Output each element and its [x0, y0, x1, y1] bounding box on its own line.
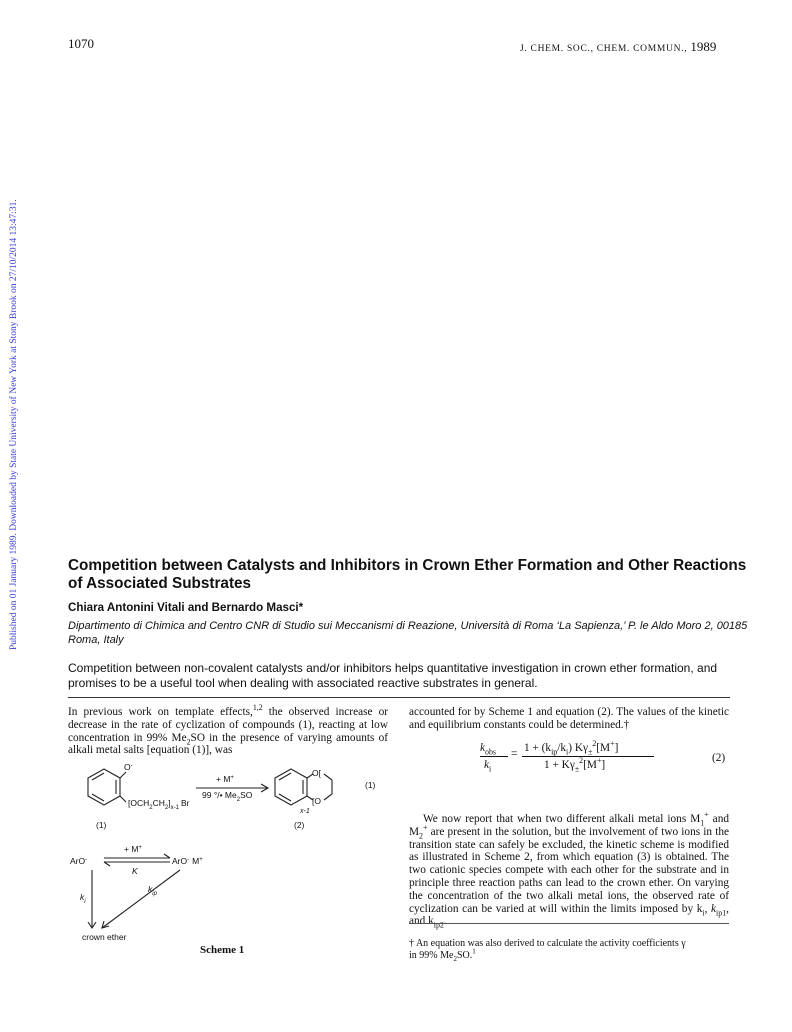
- footnote-text: † An equation was also derived to calculate the activity coefficients γ: [409, 938, 686, 949]
- eq-sub: i: [489, 764, 492, 774]
- journal-year: 1989: [690, 39, 717, 54]
- footnote-text: SO.: [456, 950, 473, 961]
- right-column-paragraph-1: accounted for by Scheme 1 and equation (2). The values of the kinetic and equilibrium constants could be determined.†: [409, 706, 729, 731]
- article-abstract: Competition between non-covalent catalysts and/or inhibitors helps quantitative investigation in crown ether formation, and promises to be a useful tool when dealing with associated reactive substrates in general.: [68, 661, 718, 690]
- eq-k: k: [480, 742, 486, 754]
- reference-superscript[interactable]: 1,2: [252, 703, 263, 713]
- text-run: SO in the presence of varying amounts of alkali metal salts [equation (1)], was: [68, 731, 388, 757]
- svg-text:(1): (1): [365, 780, 376, 790]
- svg-text:ArO-M+: ArO- M+: [172, 856, 203, 866]
- download-watermark: [9, 140, 19, 650]
- footnote: † An equation was also derived to calculate the activity coefficients γ in 99% $Me_2SO.^1$: [409, 938, 686, 963]
- article-affiliation: Dipartimento di Chimica and Centro CNR di Studio sui Meccanismi di Reazione, Università di Roma ‘La Sapienza,’ P. le Aldo Moro 2, 00185 Roma, Italy: [68, 620, 748, 646]
- abstract-divider: [68, 697, 730, 698]
- download-watermark-text[interactable]: Published on 01 January 1989. Downloaded by State University of New York at Stony Brook on 27/10/2014 13:47:31.: [9, 199, 19, 650]
- svg-text:ki: $k_i$: [80, 892, 86, 905]
- equation-number: (2): [712, 752, 726, 764]
- eq-k: k: [484, 759, 490, 771]
- svg-text:+ M+: + M+: [124, 844, 142, 854]
- eq-part: ) Kγ: [568, 742, 588, 754]
- svg-text:ArO-: ArO-: [70, 856, 88, 866]
- eq-part: 1 + Kγ: [544, 759, 575, 771]
- svg-text:kip: $k_{ip}$: [148, 884, 157, 897]
- svg-text:[OCH2CH2]x-1Br: $[OCH_2CH_2]_{x-1}$ Br: [128, 798, 190, 811]
- reference-superscript[interactable]: 1: [472, 947, 476, 956]
- svg-text:(1): (1): [96, 820, 107, 830]
- svg-text:O[: O[: [312, 768, 321, 778]
- scheme-label: Scheme 1: [200, 944, 245, 956]
- equation-2: $k_{obs}$ $k_i$ = $1 + (k_{ip}/k_i)$ $K\gamma_\pm^2[M^+]$ $1 + K\gamma_\pm^2[M^+]$: [480, 742, 680, 776]
- eq-part: ]: [601, 759, 606, 771]
- svg-text:99 °/• Me2SO: 99 °/• $Me_2SO$: [202, 790, 253, 803]
- eq-part: [M: [583, 759, 597, 771]
- eq-equals: =: [511, 748, 518, 760]
- page-number: 1070: [68, 36, 94, 51]
- text-run: the observed increase or decrease in the rate of cyclization of compounds (1), reacting at low concentration in 99% Me: [68, 706, 388, 744]
- text-run: are present in the solution, but the involvement of two ions in the transition state can safely be excluded, the kinetic scheme is modified as illustrated in Scheme 2, from which equation (3) is obtained. The two cationic species compete with each other for the substrate and in principle three reaction paths can lead to the crown ether. On varying the concentration of the two alkali metal ions, the observed rate of cyclization can be varied at will within the limits imposed by k: [409, 825, 729, 915]
- svg-text:[O: [O: [312, 796, 321, 806]
- text-run: and M: [409, 813, 729, 838]
- text-run: In previous work on template effects,: [68, 706, 253, 718]
- svg-text:K: K: [132, 866, 138, 876]
- svg-text:+ M+: + M+: [216, 774, 234, 784]
- eq-part: 1 + (k: [524, 742, 552, 754]
- footnote-divider: [409, 923, 729, 924]
- eq-part: [M: [596, 742, 611, 754]
- article-authors: Chiara Antonini Vitali and Bernardo Masci*: [68, 601, 304, 614]
- eq-part: /k: [557, 742, 567, 754]
- journal-header: [520, 39, 716, 55]
- text-run: , and k: [409, 902, 729, 928]
- reaction-scheme: [68, 760, 398, 950]
- eq-part: ]: [614, 742, 619, 754]
- right-column-paragraph-2: We now report that when two different alkali metal ions $M_1^+$ and $M_2^+$ are present in the solution, but the involvement of two ions in the transition state can safely be excluded, the kinetic scheme is modified as illustrated in Scheme 2, from which equation (3) is obtained. The two cationic species compete with each other for the substrate and in principle three reaction paths can lead to the crown ether. On varying the concentration of the two alkali metal ions, the observed rate of cyclization can be varied at will within the limits imposed by $k_i$, $k_{ip1}$, and $k_{ip2}$.: [409, 810, 729, 930]
- article-title: Competition between Catalysts and Inhibitors in Crown Ether Formation and Other Reactions of Associated Substrates: [68, 557, 747, 592]
- svg-text:(2): (2): [294, 820, 305, 830]
- journal-name: J. CHEM. SOC., CHEM. COMMUN.,: [520, 44, 688, 54]
- eq-sub: obs: [485, 747, 496, 757]
- svg-text:O-: O-: [124, 762, 133, 772]
- svg-text:x-1: x-1: [300, 808, 310, 815]
- footnote-text: in 99% Me: [409, 950, 454, 961]
- text-run: We now report that when two different alkali metal ions M: [423, 813, 701, 825]
- svg-text:crown ether: crown ether: [82, 932, 127, 942]
- left-column-paragraph: In previous work on template effects,$^{1,2}$ the observed increase or decrease in the rate of cyclization of compounds (1), reacting at low concentration in 99% $Me_2SO$ in the presence of varying amounts of alkali metal salts [equation (1)], was: [68, 703, 388, 757]
